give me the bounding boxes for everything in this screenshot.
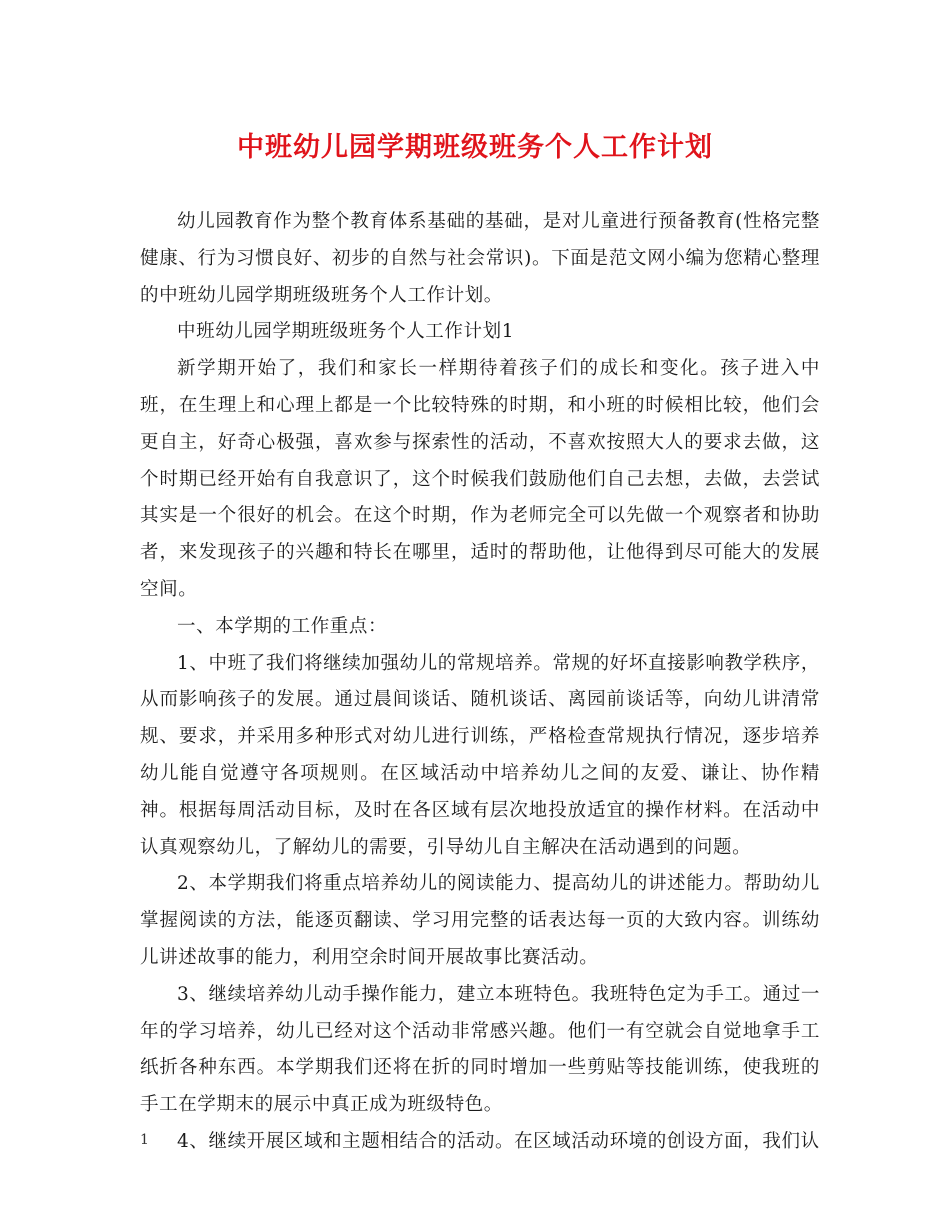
page-number: 1 xyxy=(140,1132,149,1148)
paragraph-item-1: 1、中班了我们将继续加强幼儿的常规培养。常规的好坏直接影响教学秩序，从而影响孩子的发展。通过晨间谈话、随机谈话、离园前谈话等，向幼儿讲清常规、要求，并采用多种形式对幼儿进行训练，严格检查常规执行情况，逐步培养幼儿能自觉遵守各项规则。在区域活动中培养幼儿之间的友爱、谦让、协作精神。根据每周活动目标，及时在各区域有层次地投放适宜的操作材料。在活动中认真观察幼儿，了解幼儿的需要，引导幼儿自主解决在活动遇到的问题。 xyxy=(140,652,820,858)
section-heading-work-focus: 一、本学期的工作重点： xyxy=(177,615,388,637)
section-heading-plan-1: 中班幼儿园学期班级班务个人工作计划1 xyxy=(177,321,515,343)
paragraph-item-3: 3、继续培养幼儿动手操作能力，建立本班特色。我班特色定为手工。通过一年的学习培养，幼儿已经对这个活动非常感兴趣。他们一有空就会自觉地拿手工纸折各种东西。本学期我们还将在折的同时增加一些剪贴等技能训练，使我班的手工在学期末的展示中真正成为班级特色。 xyxy=(140,983,820,1116)
paragraph-new-semester: 新学期开始了，我们和家长一样期待着孩子们的成长和变化。孩子进入中班，在生理上和心理上都是一个比较特殊的时期，和小班的时候相比较，他们会更自主，好奇心极强，喜欢参与探索性的活动，不喜欢按照大人的要求去做，这个时期已经开始有自我意识了，这个时候我们鼓励他们自己去想，去做，去尝试其实是一个很好的机会。在这个时期，作为老师完全可以先做一个观察者和协助者，来发现孩子的兴趣和特长在哪里，适时的帮助他，让他得到尽可能大的发展空间。 xyxy=(140,358,820,600)
document-body xyxy=(140,204,820,1161)
document-title: 中班幼儿园学期班级班务个人工作计划 xyxy=(237,132,713,163)
paragraph-item-4: 4、继续开展区域和主题相结合的活动。在区域活动环境的创设方面，我们认 xyxy=(177,1130,820,1152)
paragraph-intro: 幼儿园教育作为整个教育体系基础的基础，是对儿童进行预备教育(性格完整健康、行为习惯良好、初步的自然与社会常识)。下面是范文网小编为您精心整理的中班幼儿园学期班级班务个人工作计划。 xyxy=(140,211,820,306)
paragraph-item-2: 2、本学期我们将重点培养幼儿的阅读能力、提高幼儿的讲述能力。帮助幼儿掌握阅读的方法，能逐页翻读、学习用完整的话表达每一页的大致内容。训练幼儿讲述故事的能力，利用空余时间开展故事比赛活动。 xyxy=(140,873,820,968)
